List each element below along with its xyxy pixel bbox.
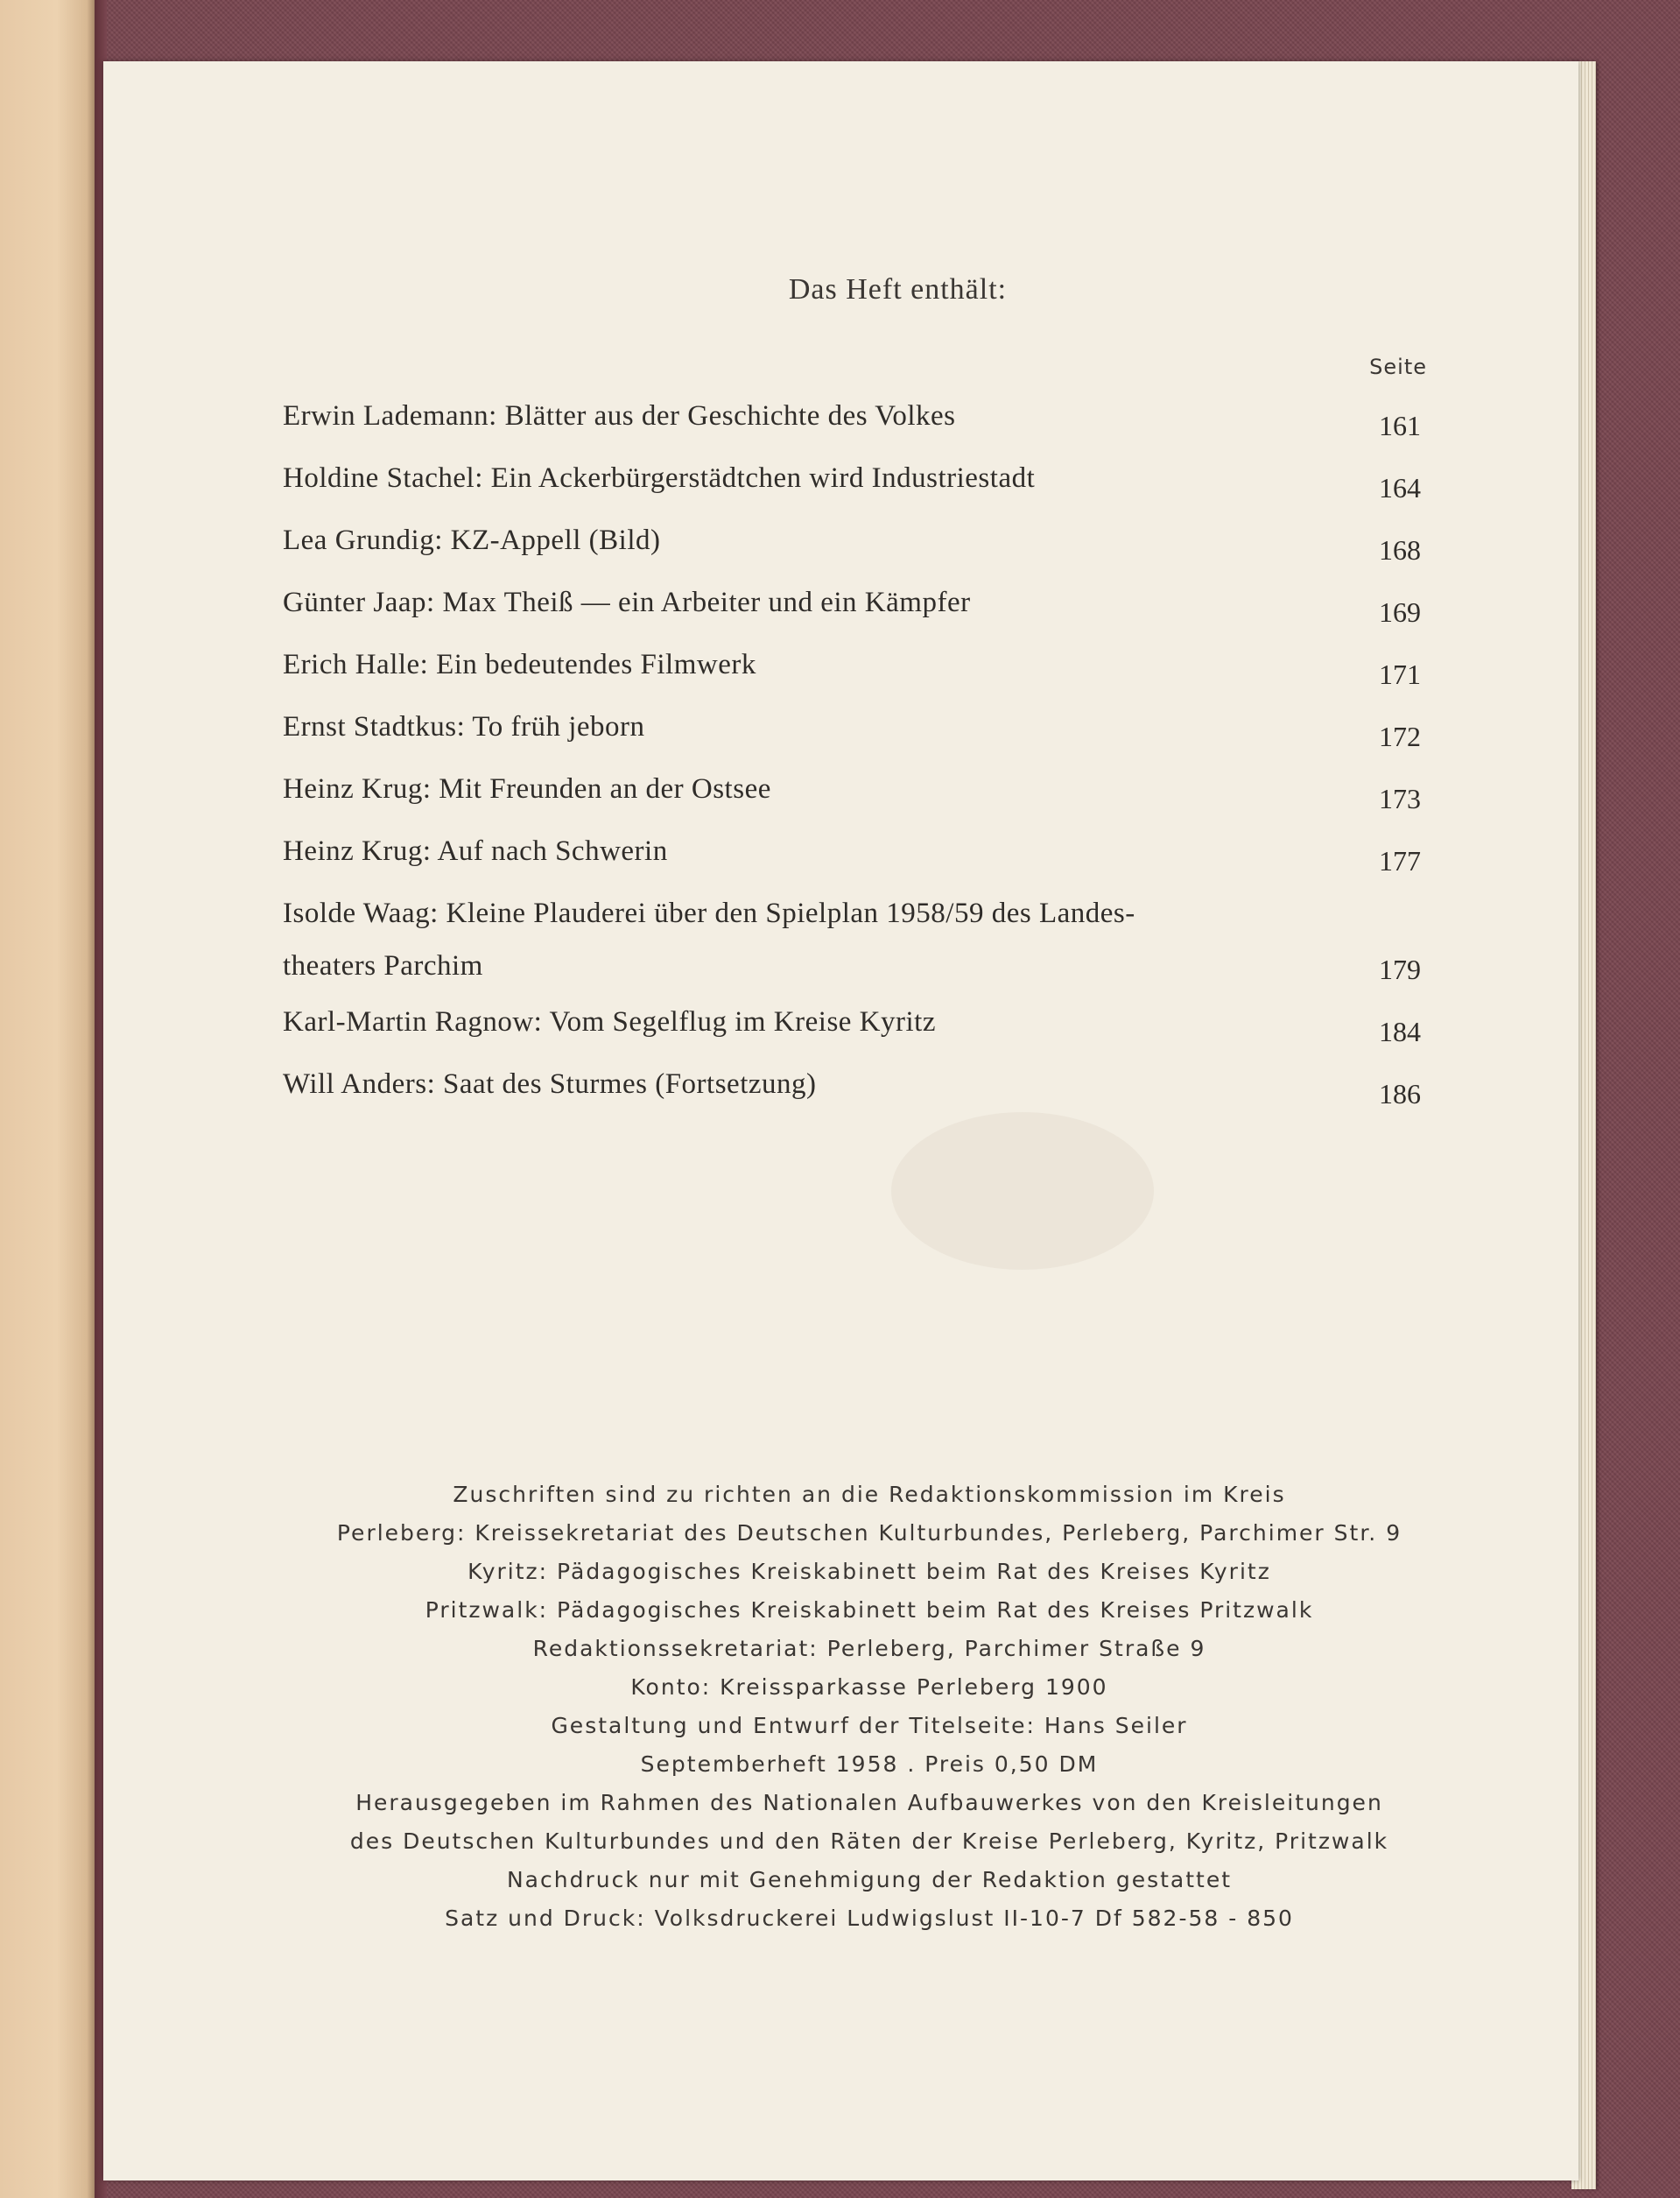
toc-entry-title: Holdine Stachel: Ein Ackerbürgerstädtchen wird Industriestadt bbox=[283, 462, 1036, 494]
imprint-line: Redaktionssekretariat: Perleberg, Parchimer Straße 9 bbox=[532, 1636, 1206, 1661]
imprint-line: Kyritz: Pädagogisches Kreiskabinett beim Rat des Kreises Kyritz bbox=[467, 1559, 1271, 1584]
imprint-line: Nachdruck nur mit Genehmigung der Redaktion gestattet bbox=[506, 1867, 1233, 1892]
toc-entry-page: 171 bbox=[1379, 659, 1421, 690]
page-column-label: Seite bbox=[1369, 355, 1427, 379]
toc-entry-page: 173 bbox=[1379, 783, 1421, 814]
left-page-edge bbox=[0, 0, 95, 2198]
toc-entry-title: Lea Grundig: KZ-Appell (Bild) bbox=[283, 525, 661, 556]
imprint-line: Septemberheft 1958 . Preis 0,50 DM bbox=[640, 1751, 1099, 1777]
toc-entry bbox=[283, 1058, 1430, 1120]
toc-entry-title bbox=[283, 887, 1290, 992]
toc-entry bbox=[283, 996, 1430, 1058]
toc-entry bbox=[283, 514, 1430, 576]
toc-entry-title: Karl-Martin Ragnow: Vom Segelflug im Kreise Kyritz bbox=[283, 1006, 936, 1038]
toc-entry bbox=[283, 638, 1430, 701]
toc-entry-title: Günter Jaap: Max Theiß — ein Arbeiter und ein Kämpfer bbox=[283, 587, 971, 618]
paper-stain bbox=[891, 1112, 1154, 1270]
toc-entry-page: 164 bbox=[1379, 472, 1421, 504]
toc-entry-page: 161 bbox=[1379, 410, 1421, 441]
toc-entry-title: Ernst Stadtkus: To früh jeborn bbox=[283, 711, 645, 743]
toc-entry-page: 169 bbox=[1379, 596, 1421, 628]
toc-entry bbox=[283, 701, 1430, 763]
toc-entry-title: Will Anders: Saat des Sturmes (Fortsetzung) bbox=[283, 1068, 817, 1100]
imprint-line: Herausgegeben im Rahmen des Nationalen Aufbauwerkes von den Kreisleitungen bbox=[355, 1790, 1383, 1815]
imprint-line: des Deutschen Kulturbundes und den Räten der Kreise Perleberg, Kyritz, Pritzwalk bbox=[349, 1828, 1389, 1854]
toc-entry-title: Erwin Lademann: Blätter aus der Geschichte des Volkes bbox=[283, 400, 956, 432]
toc-entry-page: 186 bbox=[1379, 1078, 1421, 1110]
toc-entry-page: 184 bbox=[1379, 1016, 1421, 1047]
toc-entry-title: Heinz Krug: Auf nach Schwerin bbox=[283, 835, 668, 867]
imprint-line: Gestaltung und Entwurf der Titelseite: Hans Seiler bbox=[551, 1713, 1188, 1738]
contents-page bbox=[103, 61, 1578, 2180]
toc-entry-page: 168 bbox=[1379, 534, 1421, 566]
imprint-line: Konto: Kreissparkasse Perleberg 1900 bbox=[630, 1674, 1108, 1700]
toc-entry-title-line2: theaters Parchim bbox=[283, 950, 483, 982]
toc-entry-page: 177 bbox=[1379, 845, 1421, 877]
page-title: Das Heft enthält: bbox=[788, 273, 1008, 306]
imprint-block bbox=[226, 1476, 1513, 1938]
toc-entry bbox=[283, 390, 1430, 452]
imprint-line: Perleberg: Kreissekretariat des Deutschen Kulturbundes, Perleberg, Parchimer Str. 9 bbox=[336, 1520, 1402, 1546]
toc-entry bbox=[283, 887, 1430, 996]
toc-entry-title: Heinz Krug: Mit Freunden an der Ostsee bbox=[283, 773, 771, 805]
toc-entry-page: 179 bbox=[1379, 954, 1421, 985]
toc-entry bbox=[283, 763, 1430, 825]
toc-entry-page: 172 bbox=[1379, 721, 1421, 752]
toc-entry bbox=[283, 576, 1430, 638]
toc-entry bbox=[283, 452, 1430, 514]
toc-entry-title: Erich Halle: Ein bedeutendes Filmwerk bbox=[283, 649, 756, 680]
imprint-line: Satz und Druck: Volksdruckerei Ludwigslust II-10-7 Df 582-58 - 850 bbox=[445, 1906, 1294, 1931]
toc-entry bbox=[283, 825, 1430, 887]
table-of-contents bbox=[283, 390, 1430, 1120]
toc-entry-title-line1: Isolde Waag: Kleine Plauderei über den Spielplan 1958/59 des Landes- bbox=[283, 898, 1135, 929]
imprint-line: Pritzwalk: Pädagogisches Kreiskabinett beim Rat des Kreises Pritzwalk bbox=[425, 1597, 1314, 1623]
imprint-line: Zuschriften sind zu richten an die Redaktionskommission im Kreis bbox=[453, 1482, 1286, 1507]
